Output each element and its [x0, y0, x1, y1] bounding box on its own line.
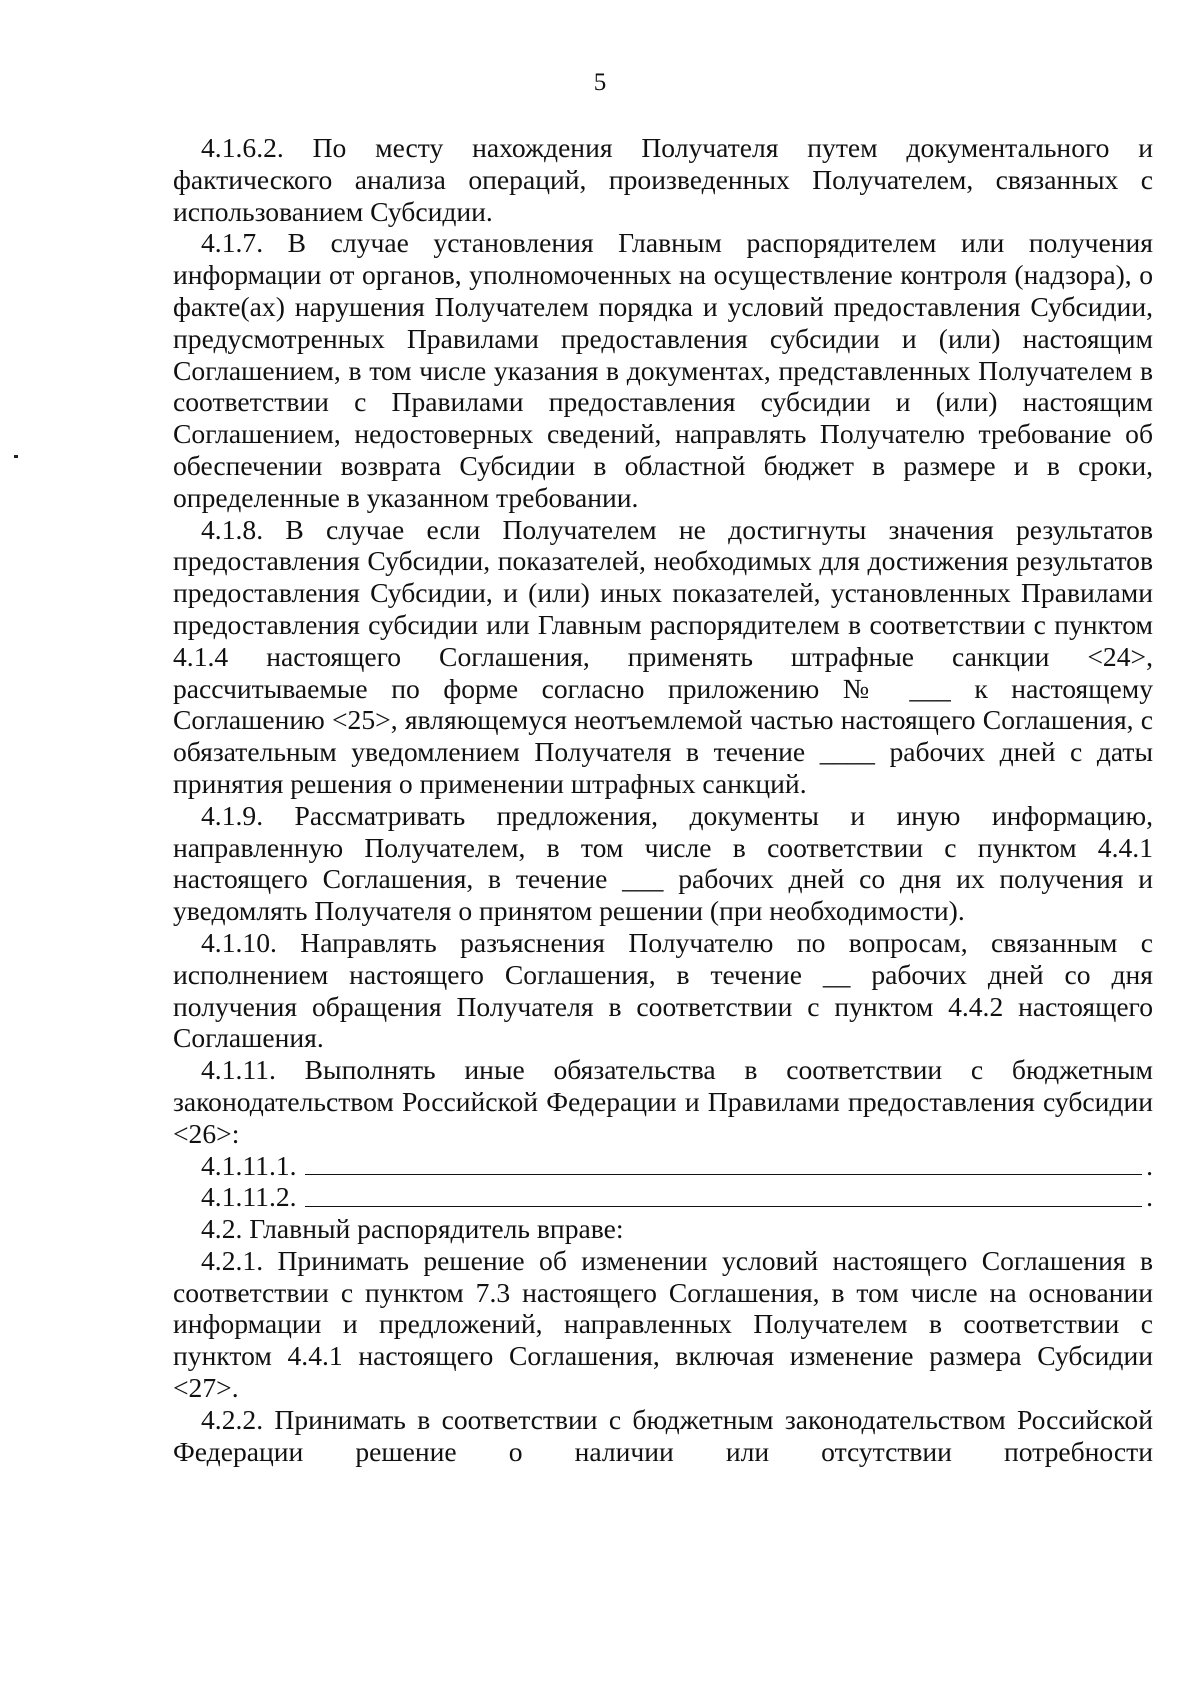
clause-4-1-11: 4.1.11. Выполнять иные обязательства в соответствии с бюджетным законодательством Российской Федерации и Правилами предоставления субсидии <26>: — [173, 1054, 1153, 1149]
blank-fill-line — [305, 1174, 1143, 1175]
clause-4-2-2: 4.2.2. Принимать в соответствии с бюджетным законодательством Российской Федерации решение о наличии или отсутствии потребности — [173, 1403, 1153, 1467]
document-body — [173, 132, 1153, 1467]
clause-4-2-1: 4.2.1. Принимать решение об изменении условий настоящего Соглашения в соответствии с пунктом 7.3 настоящего Соглашения, в том числе на основании информации и предложений, направленных Получателем в соответствии с пунктом 4.4.1 настоящего Соглашения, включая изменение размера Субсидии <27>. — [173, 1244, 1153, 1404]
clause-4-1-7: 4.1.7. В случае установления Главным распорядителем или получения информации от органов, уполномоченных на осуществление контроля (надзора), о факте(ах) нарушения Получателем порядка и условий предоставления Субсидии, предусмотренных Правилами предоставления субсидии и (или) настоящим Соглашением, в том числе указания в документах, представленных Получателем в соответствии с Правилами предоставления субсидии и (или) настоящим Соглашением, недостоверных сведений, направлять Получателю требование об обеспечении возврата Субсидии в областной бюджет в размере и в сроки, определенные в указанном требовании. — [173, 227, 1153, 513]
clause-4-1-11-1 — [173, 1150, 1153, 1182]
clause-4-1-11-2 — [173, 1181, 1153, 1213]
clause-4-1-10: 4.1.10. Направлять разъяснения Получателю по вопросам, связанным с исполнением настоящего Соглашения, в течение __ рабочих дней со дня получения обращения Получателя в соответствии с пунктом 4.4.2 настоящего Соглашения. — [173, 926, 1153, 1054]
clause-4-1-9: 4.1.9. Рассматривать предложения, документы и иную информацию, направленную Получателем, в том числе в соответствии с пунктом 4.4.1 настоящего Соглашения, в течение ___ рабочих дней со дня их получения и уведомлять Получателя о принятом решении (при необходимости). — [173, 799, 1153, 927]
clause-4-1-6-2: 4.1.6.2. По месту нахождения Получателя путем документального и фактического анализа операций, произведенных Получателем, связанных с использованием Субсидии. — [173, 132, 1153, 227]
page-number: 5 — [593, 69, 607, 96]
line-end-period: . — [1146, 1181, 1153, 1213]
line-end-period: . — [1146, 1149, 1153, 1181]
clause-number: 4.1.11.1. — [201, 1149, 297, 1181]
clause-4-2: 4.2. Главный распорядитель вправе: — [201, 1213, 624, 1245]
scan-speck — [14, 455, 18, 458]
clause-number: 4.1.11.2. — [201, 1181, 297, 1213]
blank-fill-line — [305, 1206, 1143, 1207]
clause-4-1-8: 4.1.8. В случае если Получателем не достигнуты значения результатов предоставления Субсидии, показателей, необходимых для достижения результатов предоставления Субсидии, и (или) иных показателей, установленных Правилами предоставления субсидии или Главным распорядителем в соответствии с пунктом 4.1.4 настоящего Соглашения, применять штрафные санкции <24>, рассчитываемые по форме согласно приложению № ___ к настоящему Соглашению <25>, являющемуся неотъемлемой частью настоящего Соглашения, с обязательным уведомлением Получателя в течение ____ рабочих дней с даты принятия решения о применении штрафных санкций. — [173, 513, 1153, 799]
